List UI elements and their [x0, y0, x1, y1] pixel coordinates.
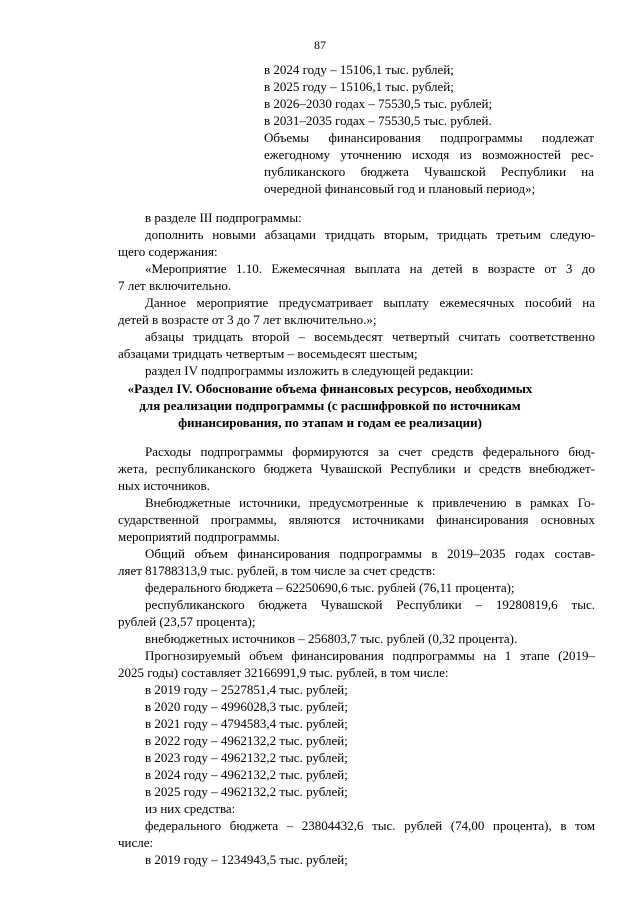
funding-year-line: в 2025 году – 15106,1 тыс. рублей;	[264, 79, 454, 94]
year-amount-line: в 2021 году – 4794583,4 тыс. рублей;	[145, 716, 348, 731]
funding-note-line: ежегодному уточнению исходя из возможностей рес-	[264, 147, 594, 162]
section-body-line: жета, республиканского бюджета Чувашской Республики и средств внебюджет-	[118, 461, 595, 476]
amendment-line: абзацы тридцать второй – восемьдесят четвертый считать соответственно	[145, 329, 595, 344]
amendment-line: Данное мероприятие предусматривает выплату ежемесячных пособий на	[145, 295, 595, 310]
funding-note-line: Объемы финансирования подпрограммы подлежат	[264, 130, 594, 145]
section-heading-line: «Раздел IV. Обоснование объема финансовых ресурсов, необходимых	[127, 381, 533, 396]
funding-note-line: очередной финансовый год и плановый период»;	[264, 181, 536, 196]
year-amount-line: в 2024 году – 4962132,2 тыс. рублей;	[145, 767, 348, 782]
amendment-line: «Мероприятие 1.10. Ежемесячная выплата на детей в возрасте от 3 до	[145, 261, 595, 276]
section-body-line: числе:	[118, 835, 154, 850]
year-amount-line: в 2020 году – 4996028,3 тыс. рублей;	[145, 699, 348, 714]
section-body-line: сударственной программы, являются источниками финансирования основных	[118, 512, 595, 527]
section-body-line: 2025 годы) составляет 32166991,9 тыс. рублей, в том числе:	[118, 665, 449, 680]
section-body-line: рублей (23,57 процента);	[118, 614, 256, 629]
funding-year-line: в 2024 году – 15106,1 тыс. рублей;	[264, 62, 454, 77]
year-amount-line: в 2023 году – 4962132,2 тыс. рублей;	[145, 750, 348, 765]
year-amount-line: в 2022 году – 4962132,2 тыс. рублей;	[145, 733, 348, 748]
section-body-line: федерального бюджета – 23804432,6 тыс. рублей (74,00 процента), в том	[145, 818, 595, 833]
funding-note-line: публиканского бюджета Чувашской Республики на	[264, 164, 594, 179]
amendment-line: щего содержания:	[118, 244, 218, 259]
amendment-line: абзацами тридцать четвертым – восемьдесят шестым;	[118, 346, 418, 361]
amendment-line: раздел IV подпрограммы изложить в следующей редакции:	[145, 363, 474, 378]
section-heading-line: для реализации подпрограммы (с расшифровкой по источникам	[139, 398, 521, 413]
section-body-line: мероприятий подпрограммы.	[118, 529, 280, 544]
section-body-line: республиканского бюджета Чувашской Республики – 19280819,6 тыс.	[145, 597, 595, 612]
amendment-line: детей в возрасте от 3 до 7 лет включительно.»;	[118, 312, 377, 327]
section-body-line: федерального бюджета – 62250690,6 тыс. рублей (76,11 процента);	[145, 580, 515, 595]
funding-year-line: в 2026–2030 годах – 75530,5 тыс. рублей;	[264, 96, 493, 111]
page-number: 87	[314, 38, 326, 52]
funding-year-line: в 2031–2035 годах – 75530,5 тыс. рублей.	[264, 113, 492, 128]
section-body-line: ных источников.	[118, 478, 210, 493]
section-body-line: из них средства:	[145, 801, 236, 816]
year-amount-line: в 2019 году – 2527851,4 тыс. рублей;	[145, 682, 348, 697]
section-body-line: Общий объем финансирования подпрограммы в 2019–2035 годах состав-	[145, 546, 595, 561]
section-heading-line: финансирования, по этапам и годам ее реализации)	[178, 415, 482, 430]
section-body-line: Расходы подпрограммы формируются за счет средств федерального бюд-	[145, 444, 595, 459]
section-body-line: Внебюджетные источники, предусмотренные к привлечению в рамках Го-	[145, 495, 595, 510]
amendment-line: в разделе III подпрограммы:	[145, 210, 302, 225]
year-amount-line: в 2019 году – 1234943,5 тыс. рублей;	[145, 852, 348, 867]
section-body-line: Прогнозируемый объем финансирования подпрограммы на 1 этапе (2019–	[145, 648, 595, 663]
section-body-line: ляет 81788313,9 тыс. рублей, в том числе за счет средств:	[118, 563, 436, 578]
section-body-line: внебюджетных источников – 256803,7 тыс. рублей (0,32 процента).	[145, 631, 518, 646]
amendment-line: 7 лет включительно.	[118, 278, 232, 293]
amendment-line: дополнить новыми абзацами тридцать вторым, тридцать третьим следую-	[145, 227, 595, 242]
year-amount-line: в 2025 году – 4962132,2 тыс. рублей;	[145, 784, 348, 799]
